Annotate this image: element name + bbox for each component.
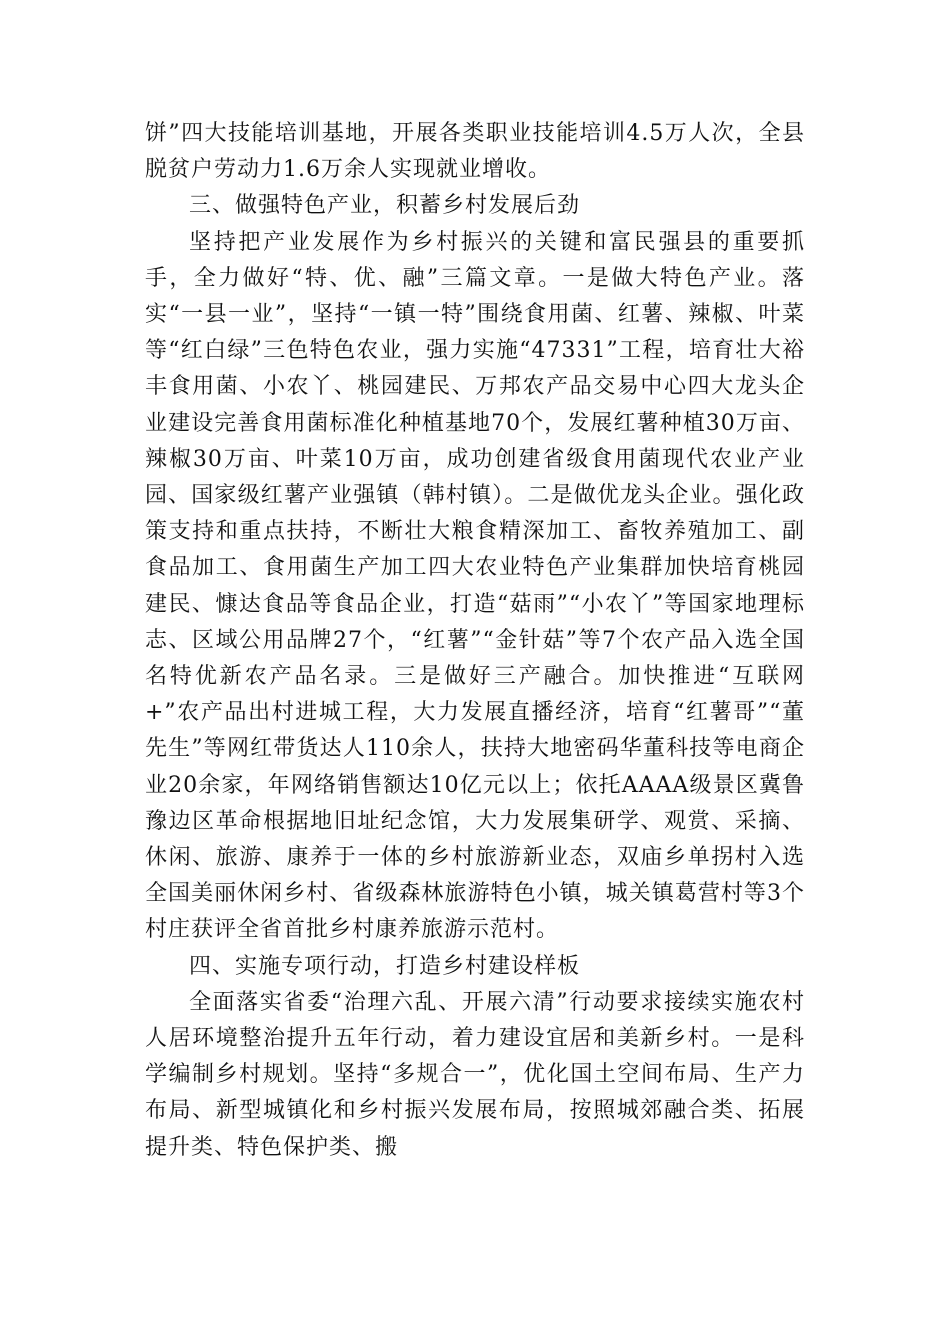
section-heading-3: 三、做强特色产业，积蓄乡村发展后劲	[189, 193, 581, 219]
section-4-paragraph: 全面落实省委“治理六乱、开展六清”行动要求接续实施农村人居环境整治提升五年行动，着力建设宜居和美新乡村。一是科学编制乡村规划。坚持“多规合一”，优化国土空间布局、生产力布局、新型城镇化和乡村振兴发展布局，按照城郊融合类、拓展提升类、特色保护类、搬	[145, 989, 805, 1160]
document-page	[145, 116, 805, 1166]
intro-paragraph: 饼”四大技能培训基地，开展各类职业技能培训4.5万人次，全县脱贫户劳动力1.6万余人实现就业增收。	[145, 121, 805, 183]
section-3-paragraph: 坚持把产业发展作为乡村振兴的关键和富民强县的重要抓手，全力做好“特、优、融”三篇文章。一是做大特色产业。落实“一县一业”，坚持“一镇一特”围绕食用菌、红薯、辣椒、叶菜等“红白绿”三色特色农业，强力实施“47331”工程，培育壮大裕丰食用菌、小农丫、桃园建民、万邦农产品交易中心四大龙头企业建设完善食用菌标准化种植基地70个，发展红薯种植30万亩、辣椒30万亩、叶菜10万亩，成功创建省级食用菌现代农业产业园、国家级红薯产业强镇（韩村镇）。二是做优龙头企业。强化政策支持和重点扶持，不断壮大粮食精深加工、畜牧养殖加工、副食品加工、食用菌生产加工四大农业特色产业集群加快培育桃园建民、慷达食品等食品企业，打造“菇雨”“小农丫”等国家地理标志、区域公用品牌27个，“红薯”“金针菇”等7个农产品入选全国名特优新农产品名录。三是做好三产融合。加快推进“互联网+”农产品出村进城工程，大力发展直播经济，培育“红薯哥”“董先生”等网红带货达人110余人，扶持大地密码华董科技等电商企业20余家，年网络销售额达10亿元以上；依托AAAA级景区冀鲁豫边区革命根据地旧址纪念馆，大力发展集研学、观赏、采摘、休闲、旅游、康养于一体的乡村旅游新业态，双庙乡单拐村入选全国美丽休闲乡村、省级森林旅游特色小镇，城关镇葛营村等3个村庄获评全省首批乡村康养旅游示范村。	[145, 229, 805, 943]
section-heading-4: 四、实施专项行动，打造乡村建设样板	[189, 953, 581, 979]
